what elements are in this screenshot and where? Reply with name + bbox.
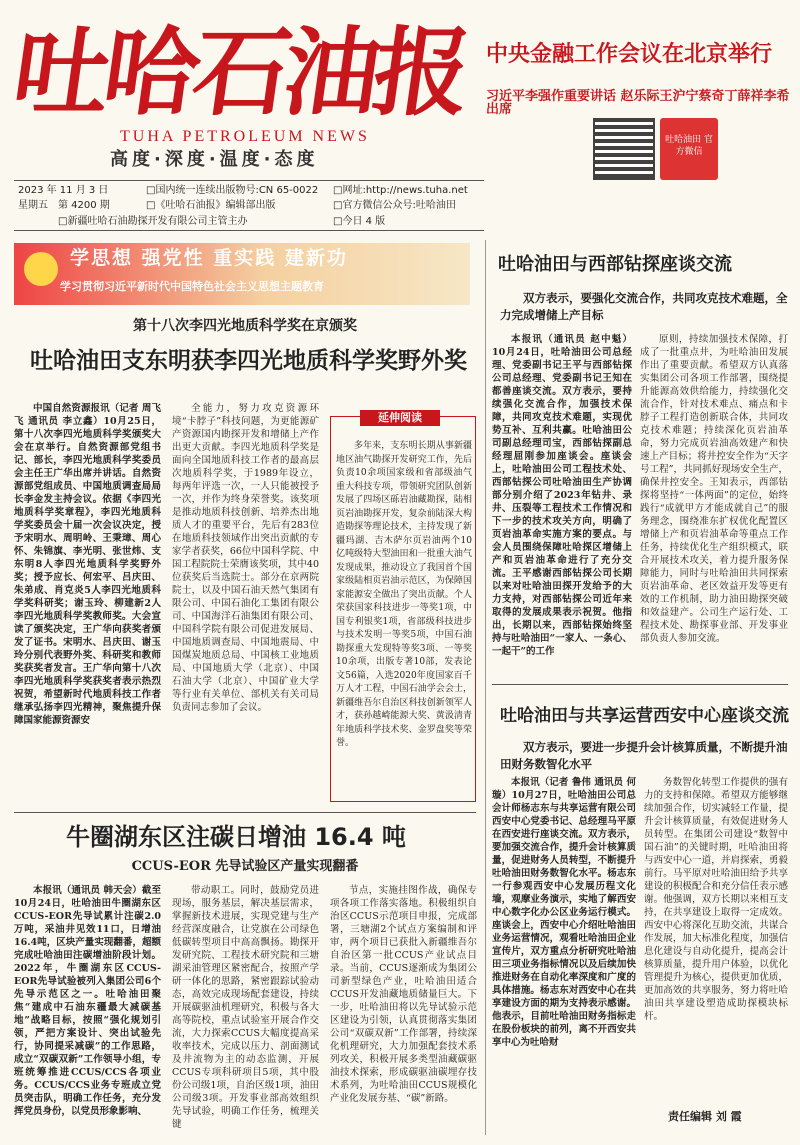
a2-title[interactable]: 牛圈湖东区注碳日增油 16.4 吨 [66,823,406,851]
masthead-title: 吐哈石油报 [6,16,473,129]
editorial-office: □《吐哈石油报》编辑部出版 [146,200,276,211]
masthead-english: TUHA PETROLEUM NEWS [120,128,370,145]
page-count: □今日 4 版 [333,216,386,227]
a2-column-1: 本报讯（通讯员 韩天会）截至10月24日，吐哈油田牛圈湖东区CCUS-EOR先导试累计注碳2.0万吨，采油井见效11口，日增油16.4吨，区块产量实现翻番，超额完成吐哈油田注碳增油阶段计划。2022年，牛圈湖东区CCUS-EOR先导试验被列入集团公司6个先导示范区之一。吐哈油田聚焦“建成中石油东疆最大减碳基地”战略目标，按照“强化规划引领，严把方案设计、突出试验先行，协同提采减碳”的工作思路，成立“双碳双新”工作领导小组，专班统筹推进CCUS/CCS各项业务。CCUS/CCS业务专班成立党员突击队，明确工作任务，充分发挥党员身份，以党员形象影响、 [14,885,161,1117]
banner-slogan: 学思想 强党性 重实践 建新功 [70,247,348,269]
a4-column-1: 本报讯（记者 鲁伟 通讯员 何璇）10月27日，吐哈油田公司总会计师杨志东与共享运营有限公司西安中心党委书记、总经理马平原在西安进行座谈交流。双方表示，要加强交流合作，提升会计核算质量，促进财务人员转型，不断提升吐哈油田财务数智化水平。杨志东一行参观西安中心发展历程文化墙，观摩业务演示，实地了解西安中心数字化办公区业务运行模式。座谈会上，西安中心介绍吐哈油田业务运营情况，观看吐哈油田企业宣传片，双方重点分析研究吐哈油田三项业务指标情况以及后续加快推进财务在自动化率深度和广度的具体措施。杨志东对西安中心在共享建设方面的期为支持表示感谢。他表示，目前吐哈油田财务指标走在股份板块的前列，离不开西安共享中心为吐哈财 [492,777,636,1048]
weekday: 星期五 [18,200,48,211]
a3-subtitle: 双方表示，要强化交流合作，共同攻克技术难题，全力完成增储上产目标 [500,291,788,322]
a2-column-2: 带动职工。同时，鼓励党员进现场，服务基层，解决基层需求，掌握新技术进展，实现党建与生产经营深度融合，让党旗在公司绿色低碳转型项目中高高飘扬。勘探开发研究院、工程技术研究院和三塘湖采油管理区紧密配合，按照产学研一体化的思路，紧密跟踪试验动态，高效完成现场配套建设，持续开展碳驱油机理研究，积极与各大高等院校，重点试验室开展合作交流，大力探索CCUS大幅度提高采收率技术，完成以压力、剖面测试及井流物为主的动态监测，开展CCUS专项科研项目5项，其中股份公司级1项，自治区级1项，油田公司级3项。开发事业部高效组织先导试验，明确工作任务，梳理关键 [172,885,319,1130]
extended-reading-label: 延伸阅读 [360,410,440,426]
a2-subtitle: CCUS-EOR 先导试验区产量实现翻番 [131,859,359,874]
top-headline[interactable]: 中央金融工作会议在北京举行 [486,42,773,67]
extended-reading-text: 多年来，支东明长期从事新疆地区油气勘探开发研究工作，先后负责10余项国家级和省部级油气重大科技专项，带领研究团队创新发展了四场区砾岩油藏勘探，陆相页岩油勘探开发，复杂前陆深大构造勘探等理论技术，主持发现了新疆玛湖、吉木萨尔页岩油两个10亿吨级特大型油田和一批重大油气发现成果，推动设立了我国首个国家级陆相页岩油示范区，为保障国家能源安全做出了突出贡献。个人荣获国家科技进步一等奖1项，中国专利银奖1项，省部级科技进步与技术发明一等奖5项，中国石油勘探重大发现特等奖3项、一等奖10余项，出版专著10部，发表论文56篇，入选2020年度国家百千万人才工程，中国石油学会会士，新疆维吾尔自治区科技创新领军人才，获孙越崎能源大奖、黄汲清青年地质科学技术奖、金罗盘奖等荣誉。 [336,441,472,748]
wechat-account: □官方微信公众号:吐哈油田 [333,200,456,211]
sponsor: □新疆吐哈石油勘探开发有限公司主管主办 [58,216,248,227]
a1-column-1: 中国自然资源报讯（记者 周飞飞 通讯员 李立鑫）10月25日，第十八次李四光地质科学奖颁奖大会在京举行。自然资源部党组书记、部长，李四光地质科学奖委员会主任王广华出席并讲话。自然资源部党组成员、中国地质调查局局长李金发主持会议。依据《李四光地质科学奖章程》，李四光地质科学奖委员会十届一次会议决定，授予宋明水、周明岭、王秉璋、周心怀、朱锦旗、李光明、张世炜、支东明8人李四光地质科学奖野外奖；授予应长、何宏平、吕庆田、朱弟成、肖克炎5人李四光地质科学奖科研奖；谢玉玲、柳建新2人李四光地质科学奖教师奖。大会宣读了颁奖决定，王广华向获奖者颁发了证书。宋明水、吕庆田、谢玉玲分别代表野外奖、科研奖和教师奖获奖者发言。王广华向第十八次李四光地质科学奖获奖者表示热烈祝贺，希望新时代地质科技工作者继承弘扬李四光精神，聚焦提升保障国家能源资源安 [14,403,161,726]
wechat-qr-icon [660,118,718,180]
a4-subtitle: 双方表示，要进一步提升会计核算质量，不断提升油田财务数智化水平 [500,740,788,771]
a1-kicker: 第十八次李四光地质科学奖在京颁奖 [133,318,357,334]
a1-title[interactable]: 吐哈油田支东明获李四光地质科学奖野外奖 [30,348,467,374]
issue-date: 2023 年 11 月 3 日 [18,185,109,196]
qr-caption: 吐哈油田 官方微信 [665,135,713,157]
qr-code-icon [593,118,655,180]
top-subheadline: 习近平李强作重要讲话 赵乐际王沪宁蔡奇丁薛祥李希出席 [486,89,790,117]
banner-subtitle: 学习贯彻习近平新时代中国特色社会主义思想主题教育 [60,280,324,293]
a2-column-3: 节点，实施挂图作战，确保专项各项工作落实落地。积极组织自治区CCUS示范项目申报，完成部署，三塘湖2个试点方案编制和评审，两个项目已获批入新疆维吾尔自治区第一批CCUS产业试点目录。当前，CCUS逐渐成为集团公司新型绿色产业，吐哈油田适合CCUS开发油藏地质储量巨大。下一步，吐哈油田将以先导试验示范区建设为引领，认真贯彻落实集团公司“双碳双新”工作部署，持续深化机理研究，大力加强配套技术系列攻关，积极开展多类型油藏碳驱油技术探索，形成碳驱油碳埋存技术系列，为吐哈油田CCUS规模化产业化发展夯基、“碳”新路。 [330,885,477,1104]
a4-title[interactable]: 吐哈油田与共享运营西安中心座谈交流 [500,706,789,726]
a4-column-2: 务数智化转型工作提供的强有力的支持和保障。希望双方能够继续加强合作，切实减轻工作量，提升会计核算质量，有效促进财务人员转型。在集团公司建设“数智中国石油”的关键时期，吐哈油田将与西安中心一道，并肩探索，勇毅前行。马平原对吐哈油田给予共享建设的积极配合和充分信任表示感谢。他强调，双方长期以来相互支持，在共享建设上取得一定成效。西安中心将深化互助交流，共谋合作发展，加大标准化程度，加强信息化建设与自动化提升，提高会计核算质量，提升用户体验，以优化管理提升为核心，提供更加优质，更加高效的共享服务，努力将吐哈油田共享建设塑造成助探模块标杆。 [644,777,788,1022]
party-emblem-icon [24,252,58,286]
website[interactable]: □网址:http://news.tuha.net [333,185,468,196]
a1-column-2: 全能力，努力攻克资源环境“卡脖子”科技问题，为更能源矿产资源国内勘探开发和增储上产作出更大贡献。李四光地质科学奖是面向全国地质科技工作者的最高层次地质科学奖，于1989年设立，每两年评选一次，一人只能被授予一次，并作为终身荣誉奖。该奖项是推动地质科技创新、培养杰出地质人才的重要平台，先后有283位在地质科技领域作出突出贡献的专家学者获奖，66位中国科学院、中国工程院院士荣膺该奖项，其中40位获奖后当选院士。部分在京两院院士，以及中国石油天然气集团有限公司、中国石油化工集团有限公司、中国海洋石油集团有限公司、中国科学院有限公司促进发展局、中国地质调查局、中国地震局、中国煤炭地质总局、中国核工业地质局、中国地质大学（北京）、中国石油大学（北京）、中国矿业大学等行业有关单位、部机关有关司局负责同志参加了会议。 [172,403,319,713]
masthead-slogan: 高度·深度·温度·态度 [110,149,319,170]
a3-column-1: 本报讯（通讯员 赵中魁）10月24日，吐哈油田公司总经理、党委副书记王平与西部钻探公司总经理、党委副书记王知在都善座谈交流。双方表示，要持续强化交流合作，加强技术保障，共同攻克技术难题，实现优势互补、互利共赢。吐哈油田公司副总经理司宝，西部钻探副总经理屈刚参加座谈会。座谈会上，吐哈油田公司工程技术处、西部钻探公司吐哈油田生产协调部分别介绍了2023年钻井、录井、压裂等工程技术工作情况和下一步的技术攻关方向，明确了页岩油革命实施方案的要点。与会人员围绕保障吐哈探区增储上产和页岩油革命进行了充分交流。王平感谢西部钻探公司长期以来对吐哈油田探开发给予的大力支持，对西部钻探公司近年来取得的发展成果表示祝贺。他指出，长期以来，西部钻探始终坚持与吐哈油田“一家人、一条心、一起干”的工作 [492,334,632,657]
issue-number: 第 4200 期 [58,200,110,211]
a3-title[interactable]: 吐哈油田与西部钻探座谈交流 [498,254,732,275]
responsible-editor: 责任编辑 刘 霞 [668,1110,742,1123]
a3-column-2: 原则，持续加强技术保障，打成了一批重点井，为吐哈油田发展作出了重要贡献。希望双方认真落实集团公司各项工作部署，围绕提升能源高效供给能力，持续强化交流合作，针对技术难点、痛点和卡脖子工程打造创新联合体，共同攻克技术难题；持续深化页岩油革命，努力完成页岩油高效建产和快速上产目标；将井控安全作为“天字号工程”，共同抓好现场安全生产，确保井控安全。王知表示，西部钻探将坚持“一体两面”的定位，始终践行“成就甲方才能成就自己”的服务理念，围绕准东扩权优化配置区增储上产和页岩油革命等重点工作任务，持续优化生产组织模式，联合开展技术攻关，着力提升服务保障能力，同时与吐哈油田共同探索页岩油革命、老区效益开发等更有效的工作机制，助力油田勘探突破和效益建产。公司生产运行处、工程技术处、勘探事业部、开发事业部负责人参加交流。 [640,334,788,644]
publication-number: □国内统一连续出版物号:CN 65-0022 [146,185,319,196]
